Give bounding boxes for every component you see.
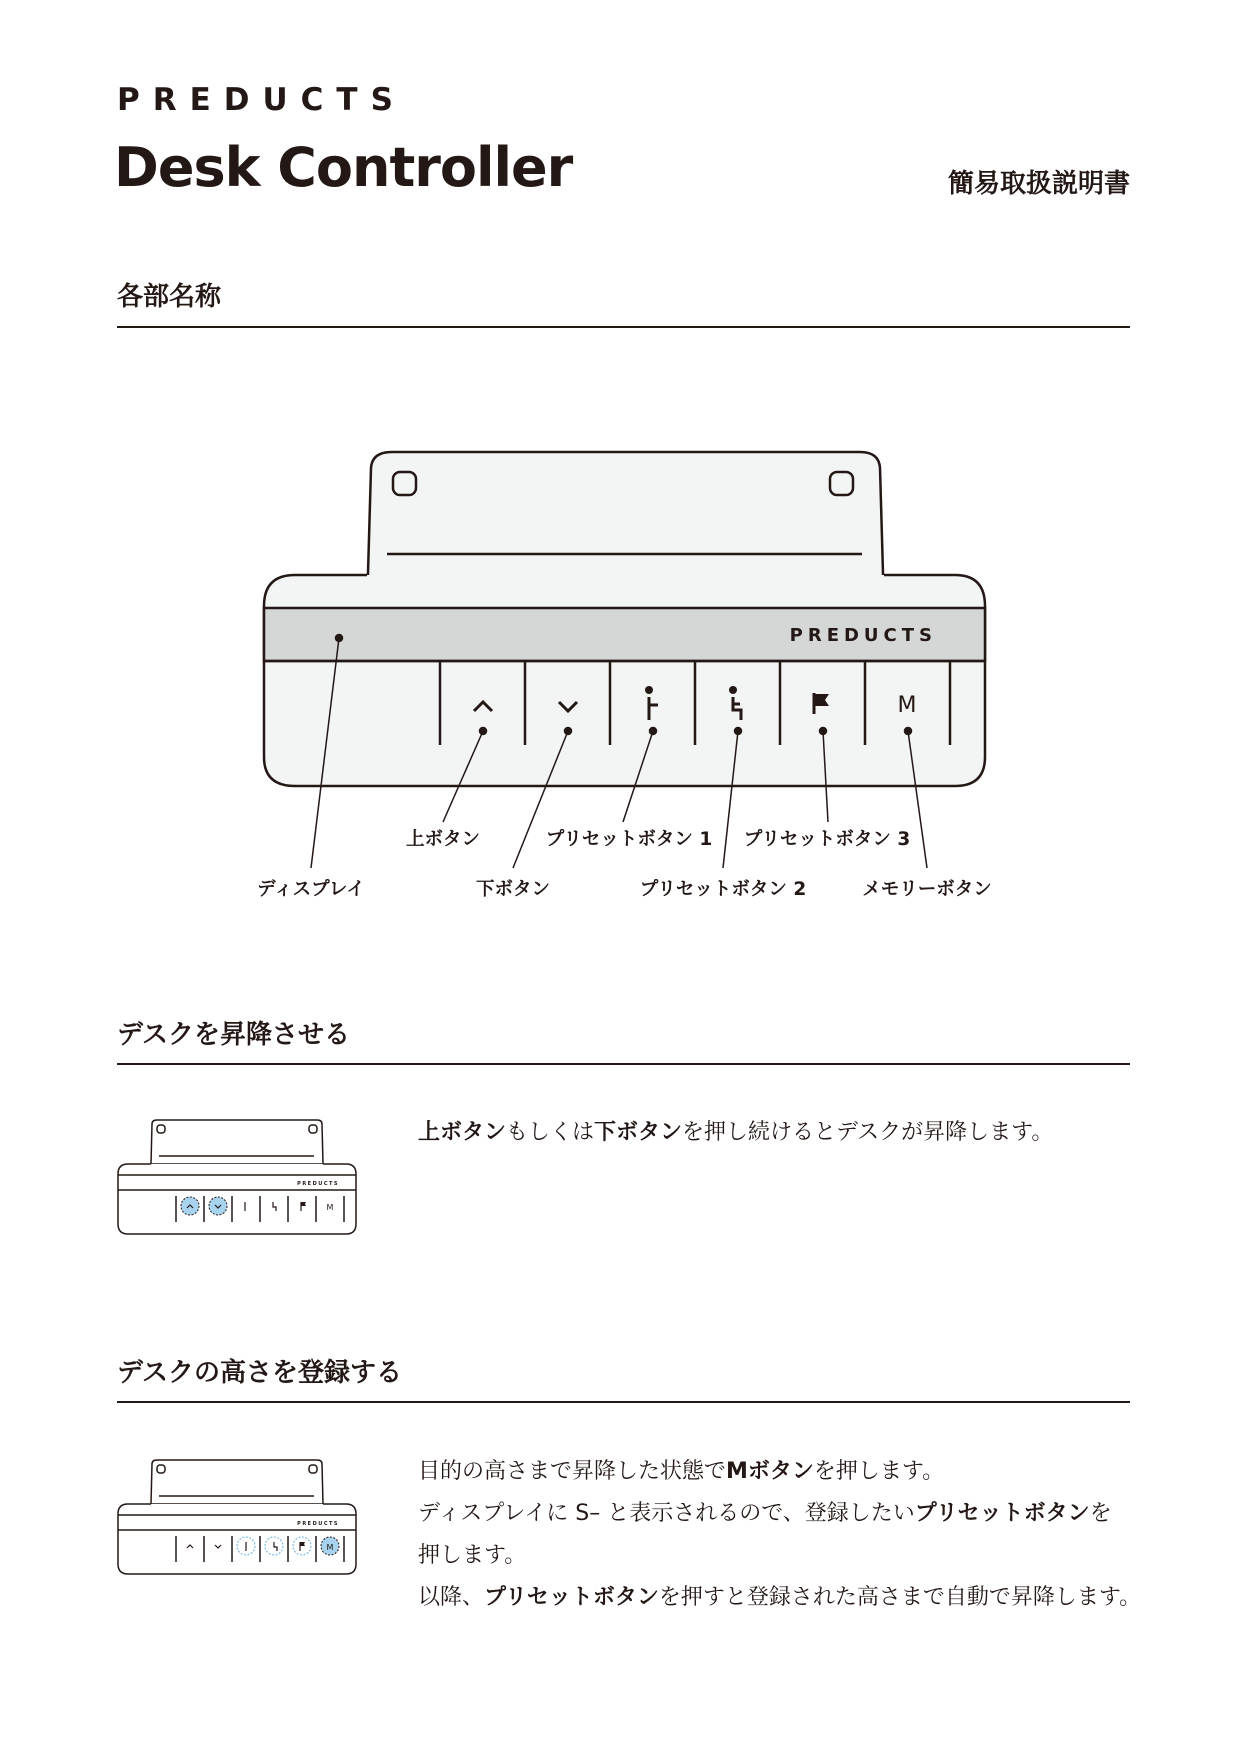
memory-glyph: M [326, 1543, 334, 1552]
down-highlight [209, 1197, 227, 1215]
raise-lower-description [418, 1112, 1053, 1154]
register-line-4 [418, 1577, 1141, 1619]
text-segment: 目的の高さまで昇降した状態で [418, 1459, 727, 1484]
up-button-term: 上ボタン [418, 1120, 507, 1145]
register-description [418, 1451, 1141, 1619]
label-display: ディスプレイ [257, 879, 365, 900]
register-line-3 [418, 1535, 1141, 1577]
thumbnail-brand: PREDUCTS [297, 1181, 339, 1187]
brand-logo: PREDUCTS [117, 82, 406, 118]
section-divider [117, 1063, 1130, 1065]
text-segment: を押し続けるとデスクが昇降します。 [682, 1120, 1054, 1145]
section-title-parts: 各部名称 [117, 282, 222, 312]
text-segment: 以降、 [418, 1585, 485, 1610]
thumbnail-register [116, 1458, 360, 1576]
thumbnail-raise-lower [116, 1118, 360, 1236]
text-segment: を押すと登録された高さまで自動で昇降します。 [658, 1585, 1142, 1610]
register-line-1 [418, 1451, 1141, 1493]
section-title-register: デスクの高さを登録する [117, 1358, 402, 1388]
controller-body [264, 575, 985, 786]
down-button-term: 下ボタン [594, 1120, 683, 1145]
preset-button-term: プリセットボタン [484, 1585, 659, 1610]
page-subtitle: 簡易取扱説明書 [947, 169, 1130, 199]
m-button-term: Mボタン [726, 1459, 814, 1484]
section-title-raise-lower: デスクを昇降させる [117, 1020, 350, 1050]
preset-button-term: プリセットボタン [914, 1501, 1090, 1526]
text-segment: 押します。 [418, 1543, 527, 1568]
label-preset-1: プリセットボタン 1 [545, 829, 713, 850]
text-segment: ディスプレイに S– と表示されるので、登録したい [418, 1501, 915, 1526]
label-up-button: 上ボタン [405, 829, 481, 850]
label-memory-button: メモリーボタン [862, 879, 992, 900]
memory-glyph: M [326, 1203, 334, 1212]
page-title: Desk Controller [114, 136, 573, 199]
label-preset-2: プリセットボタン 2 [639, 879, 807, 900]
label-preset-3: プリセットボタン 3 [743, 829, 911, 850]
text-segment: もしくは [506, 1120, 595, 1145]
up-highlight [181, 1197, 199, 1215]
text-segment: を押します。 [813, 1459, 945, 1484]
controller-brand: PREDUCTS [789, 625, 937, 646]
label-down-button: 下ボタン [475, 879, 551, 900]
text-segment: を [1089, 1501, 1112, 1526]
thumbnail-brand: PREDUCTS [297, 1521, 339, 1527]
memory-glyph: M [897, 693, 917, 718]
section-divider [117, 1401, 1130, 1403]
register-line-2 [418, 1493, 1141, 1535]
